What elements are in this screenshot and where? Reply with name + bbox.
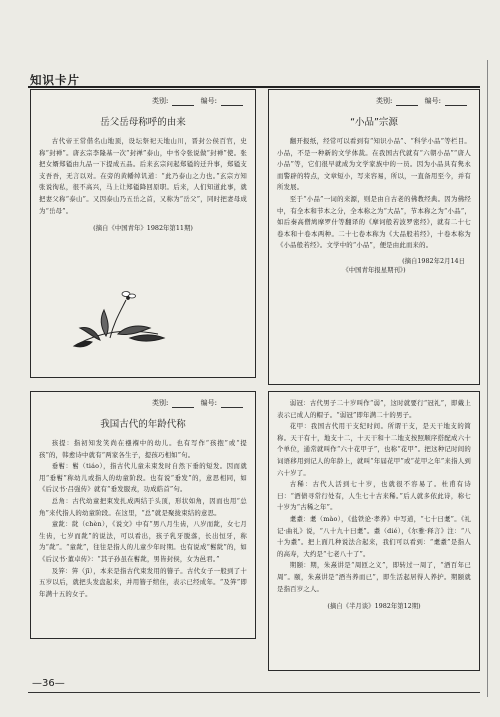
card-paragraph: 花甲：我国古代用干支纪时间。所谓干支，是天干地支的简称。天干有十，地支十二，十天干和十二地支按照顺序搭配成六十个单位，通常就叫作“六十花甲子”，也称“花甲”。把这种记时间的词语移用到记人的年龄上，就叫“年届花甲”或“花甲之年”来指人到六十岁了。: [277, 422, 471, 477]
card-paragraph: 孩提：指初知发笑尚在襁褓中的幼儿。也有写作“孩抱”或“提孩”的，韩愈诗中就有“两家各生子，提孩巧相如”句。: [39, 439, 247, 459]
category-label: 类别:: [376, 97, 393, 105]
card-meta: [277, 96, 471, 106]
card-paragraph: 及笄：笄（jī），本来是指古代束发用的簪子。古代女子一般到了十五岁以后，就把头发盘起来，并用簪子绾住，表示已经成年。“及笄”即年满十五的女子。: [39, 566, 247, 598]
number-label: 编号:: [424, 97, 441, 105]
section-title: 知识卡片: [30, 73, 80, 87]
card-paragraph: 耄耋：耄（mào），《盐铁论·孝养》中写道，“七十曰耄”。《礼记·曲礼》说，“八十九十曰耄”。耋（dié），《尔雅·释言》注：“八十为耋”。把上面几种说法合起来，我们可以看到：“耄耋”是指人的高寿，大约是“七老八十了”。: [277, 514, 471, 558]
knowledge-card-3: [30, 391, 256, 639]
card-paragraph: 翻开报纸，经常可以看到有“知识小品”、“科学小品”等栏目。小品，不是一种新的文学体裁。在我国古代就有“六朝小品”“唐人小品”等，它们很早就成为文学家族中的一员。因为小品具有隽永而警辟的特点，文章短小，写来容易，所以，一直备用至今，并有所发展。: [277, 137, 471, 192]
card-title: “小品”宗源: [350, 117, 398, 128]
card-source: (摘自《中国青年》1982年第11期): [93, 224, 193, 233]
card-meta: [39, 96, 247, 106]
card-paragraph: 古稀：古代人活到七十岁，也就很不容易了。杜甫有诗曰：“酒债寻常行处有，人生七十古来稀。”后人就多依此诗，称七十岁为“古稀之年”。: [277, 480, 471, 512]
number-label: 编号:: [200, 97, 217, 105]
flower-illustration: [70, 282, 170, 352]
footer-divider: [28, 692, 480, 693]
card-source: (摘自《半月谈》1982年第12期): [327, 602, 421, 611]
card-source-date: (摘自1982年2月14日: [402, 256, 465, 265]
card-title: 岳父岳母称呼的由来: [100, 117, 186, 128]
header-divider: [28, 86, 480, 88]
card-title: 我国古代的年龄代称: [100, 419, 186, 430]
knowledge-card-2: [268, 89, 480, 385]
category-label: 类别:: [152, 97, 169, 105]
card-meta: [39, 398, 247, 408]
card-paragraph: 垂髫：髫（tiáo），指古代儿童未束发时自然下垂的短发。因而就用“垂髫”称幼儿或指人的幼童阶段。也有说“垂发”的，意思相同，如《后汉书·吕强传》就有“垂发服戎，功成皓首”句。: [39, 462, 247, 494]
category-label: 类别:: [152, 399, 169, 407]
card-paragraph: 总角：古代幼童把束发扎成两结于头顶，形状如角，因而也用“总角”来代指人的幼童阶段。在这里，“总”就是聚拢束结的意思。: [39, 496, 247, 517]
number-label: 编号:: [200, 399, 217, 407]
page-edge-line: [487, 60, 488, 697]
card-paragraph: 古代帝王常偕名山地顶，设坛祭祀天地山川，晋封公侯百官，史称“封禅”。唐玄宗李隆基一次“封禅”泰山，中书令张说做“封禅”使。张把女婿郑镒由九品一下提成五品。后来玄宗问起郑镒的迁升事，郑镒支支吾吾，无言以对。在旁的黄幡绰讥道：“此乃泰山之力也。”玄宗方知张说徇私，很不高兴，马上让郑镒降回原职。后来，人们知道此事，就把妻父称“泰山”。又因泰山乃五岳之首，又称为“岳父”，同时把妻母成为“岳母”。: [39, 137, 247, 215]
card-paragraph: 至于“小品”一词的来源，则是由自古老的佛教经典。因为佛经中，有全本和节本之分，全本称之为“大品”，节本称之为“小品”，如后秦高僧鸠摩罗什等翻译的《摩诃般若波罗密经》，就有二十七卷本和十卷本两种。二十七卷本称为《大品般若经》，十卷本称为《小品般若经》。文学中的“小品”，便是由此而来的。: [277, 194, 471, 250]
page-number: —36—: [32, 678, 65, 689]
card-paragraph: 弱冠：古代男子二十岁叫作“弱”，这时就要行“冠礼”，即戴上表示已成人的帽子。“弱冠”即年满二十的男子。: [277, 399, 471, 419]
card-source-name: 《中国青年报星期刊》): [342, 265, 406, 274]
card-paragraph: 期颐：期，朱熹讲是“周匝之义”，即转过一周了，“酒百年已周”。颐，朱熹讲是“酒当养而已”，即生活起居得人养护。期颐就是指百岁之人。: [277, 561, 471, 593]
knowledge-card-4: [268, 391, 480, 671]
card-paragraph: 童龀：龀（chèn），《说文》中有“男八月生齿，八岁而龀，女七月生齿，七岁而龀”的说法，可以看出，孩子乳牙脱落，长出恒牙，称为“龀”。“童龀”，往往是指人的儿童少年时期。也有说成“髫龀”的，如《后汉书·董卓传》：“其子孙虽在髫龀，男皆封侯，女为邑君。”: [39, 520, 247, 563]
